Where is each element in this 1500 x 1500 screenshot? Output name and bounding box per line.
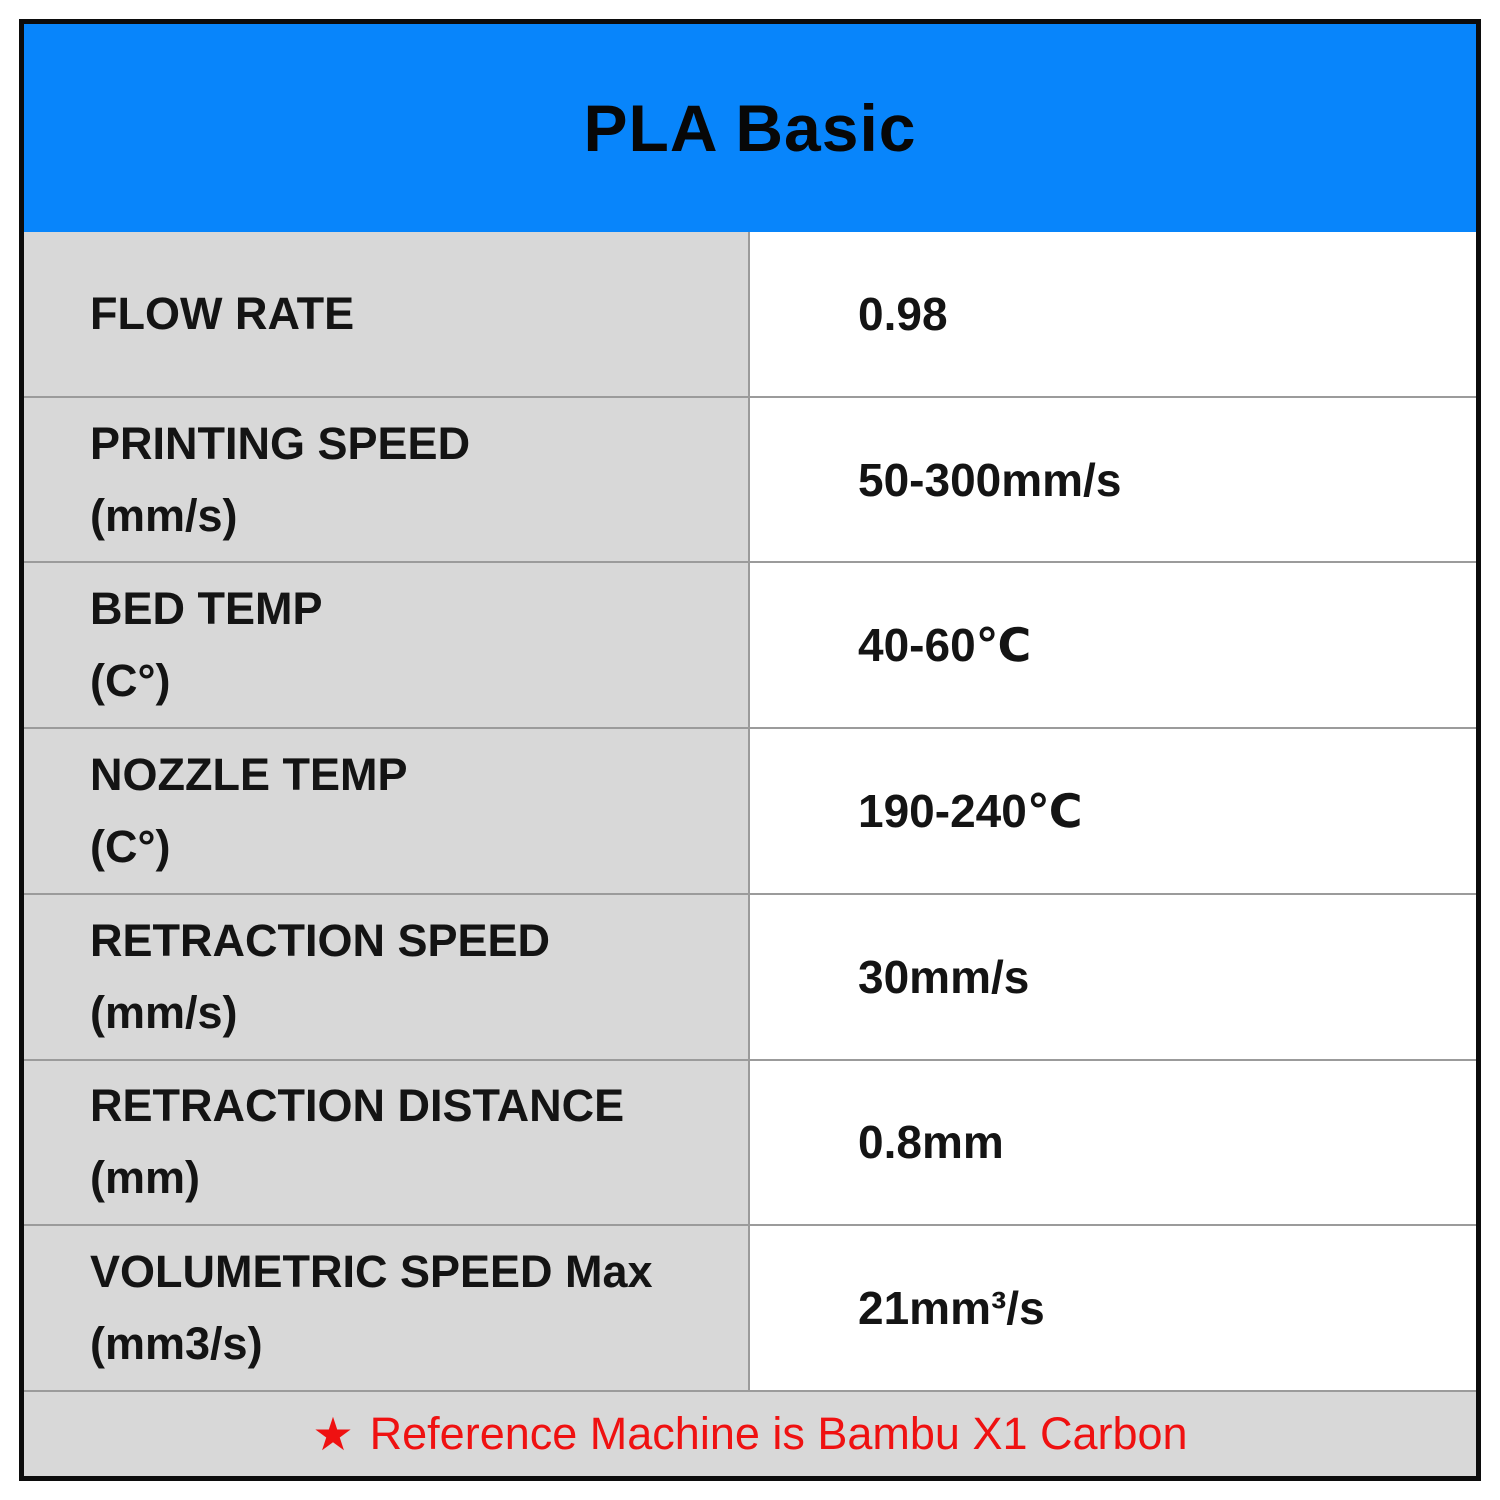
row-label: NOZZLE TEMP xyxy=(90,749,408,801)
row-value: 0.8mm xyxy=(858,1116,1004,1169)
row-label-cell xyxy=(24,1226,750,1390)
row-label-cell xyxy=(24,1061,750,1225)
row-label: RETRACTION SPEED xyxy=(90,914,551,966)
row-label: RETRACTION DISTANCE xyxy=(90,1080,625,1132)
star-icon: ★ xyxy=(312,1408,354,1460)
row-value: 0.98 xyxy=(858,287,948,340)
row-label-cell xyxy=(24,398,750,562)
spec-sheet xyxy=(19,19,1481,1481)
row-value: 30mm/s xyxy=(858,950,1030,1003)
row-value-cell xyxy=(750,895,1476,1059)
table-row xyxy=(24,232,1476,396)
row-unit: (C°) xyxy=(90,821,171,873)
page-title: PLA Basic xyxy=(583,91,917,165)
sheet-header xyxy=(24,24,1476,232)
row-value: 50-300mm/s xyxy=(858,453,1122,506)
row-value: 40-60℃ xyxy=(858,619,1032,672)
row-value-cell xyxy=(750,563,1476,727)
table-row xyxy=(24,893,1476,1059)
row-label-cell xyxy=(24,895,750,1059)
spec-table xyxy=(24,232,1476,1390)
row-label-cell xyxy=(24,232,750,396)
row-value-cell xyxy=(750,729,1476,893)
row-label: VOLUMETRIC SPEED Max xyxy=(90,1246,653,1298)
row-unit: (mm/s) xyxy=(90,986,238,1038)
row-value-cell xyxy=(750,1226,1476,1390)
table-row xyxy=(24,396,1476,562)
row-label-cell xyxy=(24,729,750,893)
row-unit: (mm/s) xyxy=(90,489,238,541)
row-value: 21mm³/s xyxy=(858,1282,1045,1335)
table-row xyxy=(24,1224,1476,1390)
row-unit: (mm3/s) xyxy=(90,1318,263,1370)
row-value-cell xyxy=(750,1061,1476,1225)
table-row xyxy=(24,727,1476,893)
row-unit: (mm) xyxy=(90,1152,200,1204)
row-value-cell xyxy=(750,398,1476,562)
row-label: BED TEMP xyxy=(90,583,323,635)
footer-note xyxy=(24,1390,1476,1476)
footer-text: Reference Machine is Bambu X1 Carbon xyxy=(369,1408,1188,1459)
table-row xyxy=(24,1059,1476,1225)
row-value: 190-240℃ xyxy=(858,785,1083,838)
table-row xyxy=(24,561,1476,727)
row-label: PRINTING SPEED xyxy=(90,417,471,469)
row-label-cell xyxy=(24,563,750,727)
row-label: FLOW RATE xyxy=(90,287,355,339)
row-unit: (C°) xyxy=(90,655,171,707)
row-value-cell xyxy=(750,232,1476,396)
